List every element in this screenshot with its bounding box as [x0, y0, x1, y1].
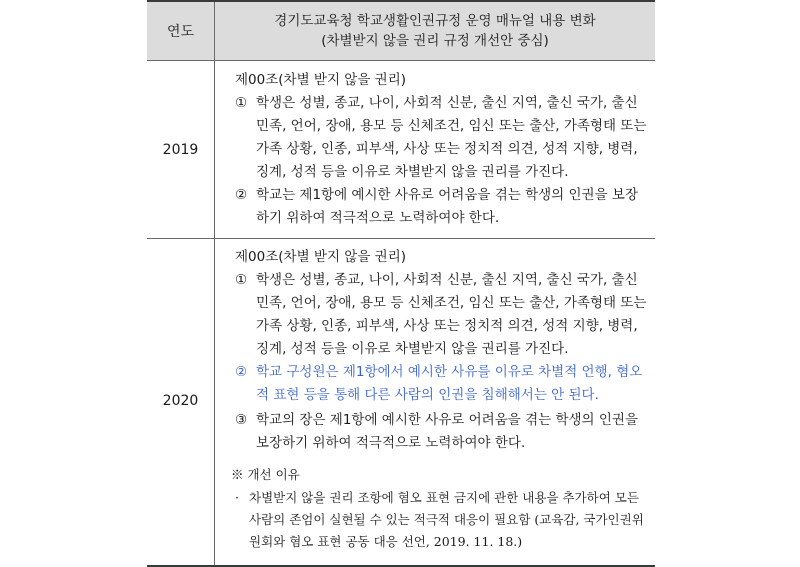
table-header	[147, 2, 655, 61]
clause-2-added	[235, 361, 647, 407]
clause-number: ②	[235, 187, 248, 203]
article-title: 제00조(차별 받지 않을 권리)	[235, 249, 406, 265]
header-title-line2: (차별받지 않을 권리 규정 개선안 중심)	[321, 33, 549, 49]
year-2019: 2019	[162, 141, 199, 158]
header-title	[215, 2, 655, 60]
clause-1	[235, 92, 647, 184]
regulation-table	[147, 0, 655, 567]
content-2019	[215, 61, 655, 238]
clause-number: ③	[235, 412, 248, 428]
clause-number: ①	[235, 95, 248, 111]
clause-2	[235, 184, 647, 230]
clause-1	[235, 269, 647, 361]
clause-text: 학생은 성별, 종교, 나이, 사회적 신분, 출신 지역, 출신 국가, 출신 민족, 언어, 장애, 용모 등 신체조건, 임신 또는 출산, 가족형태 또는 가족 상황, 인종, 피부색, 사상 또는 정치적 의견, 성적 지향, 병력, 징계, 성적 등을 이유로 차별받지 않을 권리를 가진다.	[256, 95, 647, 180]
note-title: ※ 개선 이유	[231, 467, 300, 482]
clause-text: 학교는 제1항에 예시한 사유로 어려움을 겪는 학생의 인권을 보장하기 위하여 적극적으로 노력하여야 한다.	[256, 187, 638, 226]
year-2020: 2020	[162, 393, 199, 409]
content-2020	[215, 239, 655, 563]
article-title: 제00조(차별 받지 않을 권리)	[235, 72, 406, 88]
clause-number: ②	[235, 364, 248, 380]
clause-number: ①	[235, 272, 248, 288]
clause-text: 학생은 성별, 종교, 나이, 사회적 신분, 출신 지역, 출신 국가, 출신 민족, 언어, 장애, 용모 등 신체조건, 임신 또는 출산, 가족형태 또는 가족 상황, 인종, 피부색, 사상 또는 정치적 의견, 성적 지향, 병력, 징계, 성적 등을 이유로 차별받지 않을 권리를 가진다.	[256, 272, 647, 357]
header-year: 연도	[166, 24, 195, 40]
header-title-line1: 경기도교육청 학교생활인권규정 운영 매뉴얼 내용 변화	[274, 13, 596, 29]
bullet: ·	[235, 490, 239, 505]
clause-text: 학교의 장은 제1항에 예시한 사유로 어려움을 겪는 학생의 인권을 보장하기 위하여 적극적으로 노력하여야 한다.	[256, 412, 638, 451]
clause-3	[235, 409, 647, 455]
note-text: 차별받지 않을 권리 조항에 혐오 표현 금지에 관한 내용을 추가하여 모든 사람의 존엄이 실현될 수 있는 적극적 대응이 필요함 (교육감, 국가인권위원회와 혐오 표현 공동 대응 선언, 2019. 11. 18.)	[249, 490, 644, 549]
note-body	[235, 487, 651, 553]
clause-text: 학교 구성원은 제1항에서 예시한 사유를 이유로 차별적 언행, 혐오적 표현 등을 통해 다른 사람의 인권을 침해해서는 안 된다.	[256, 364, 643, 403]
